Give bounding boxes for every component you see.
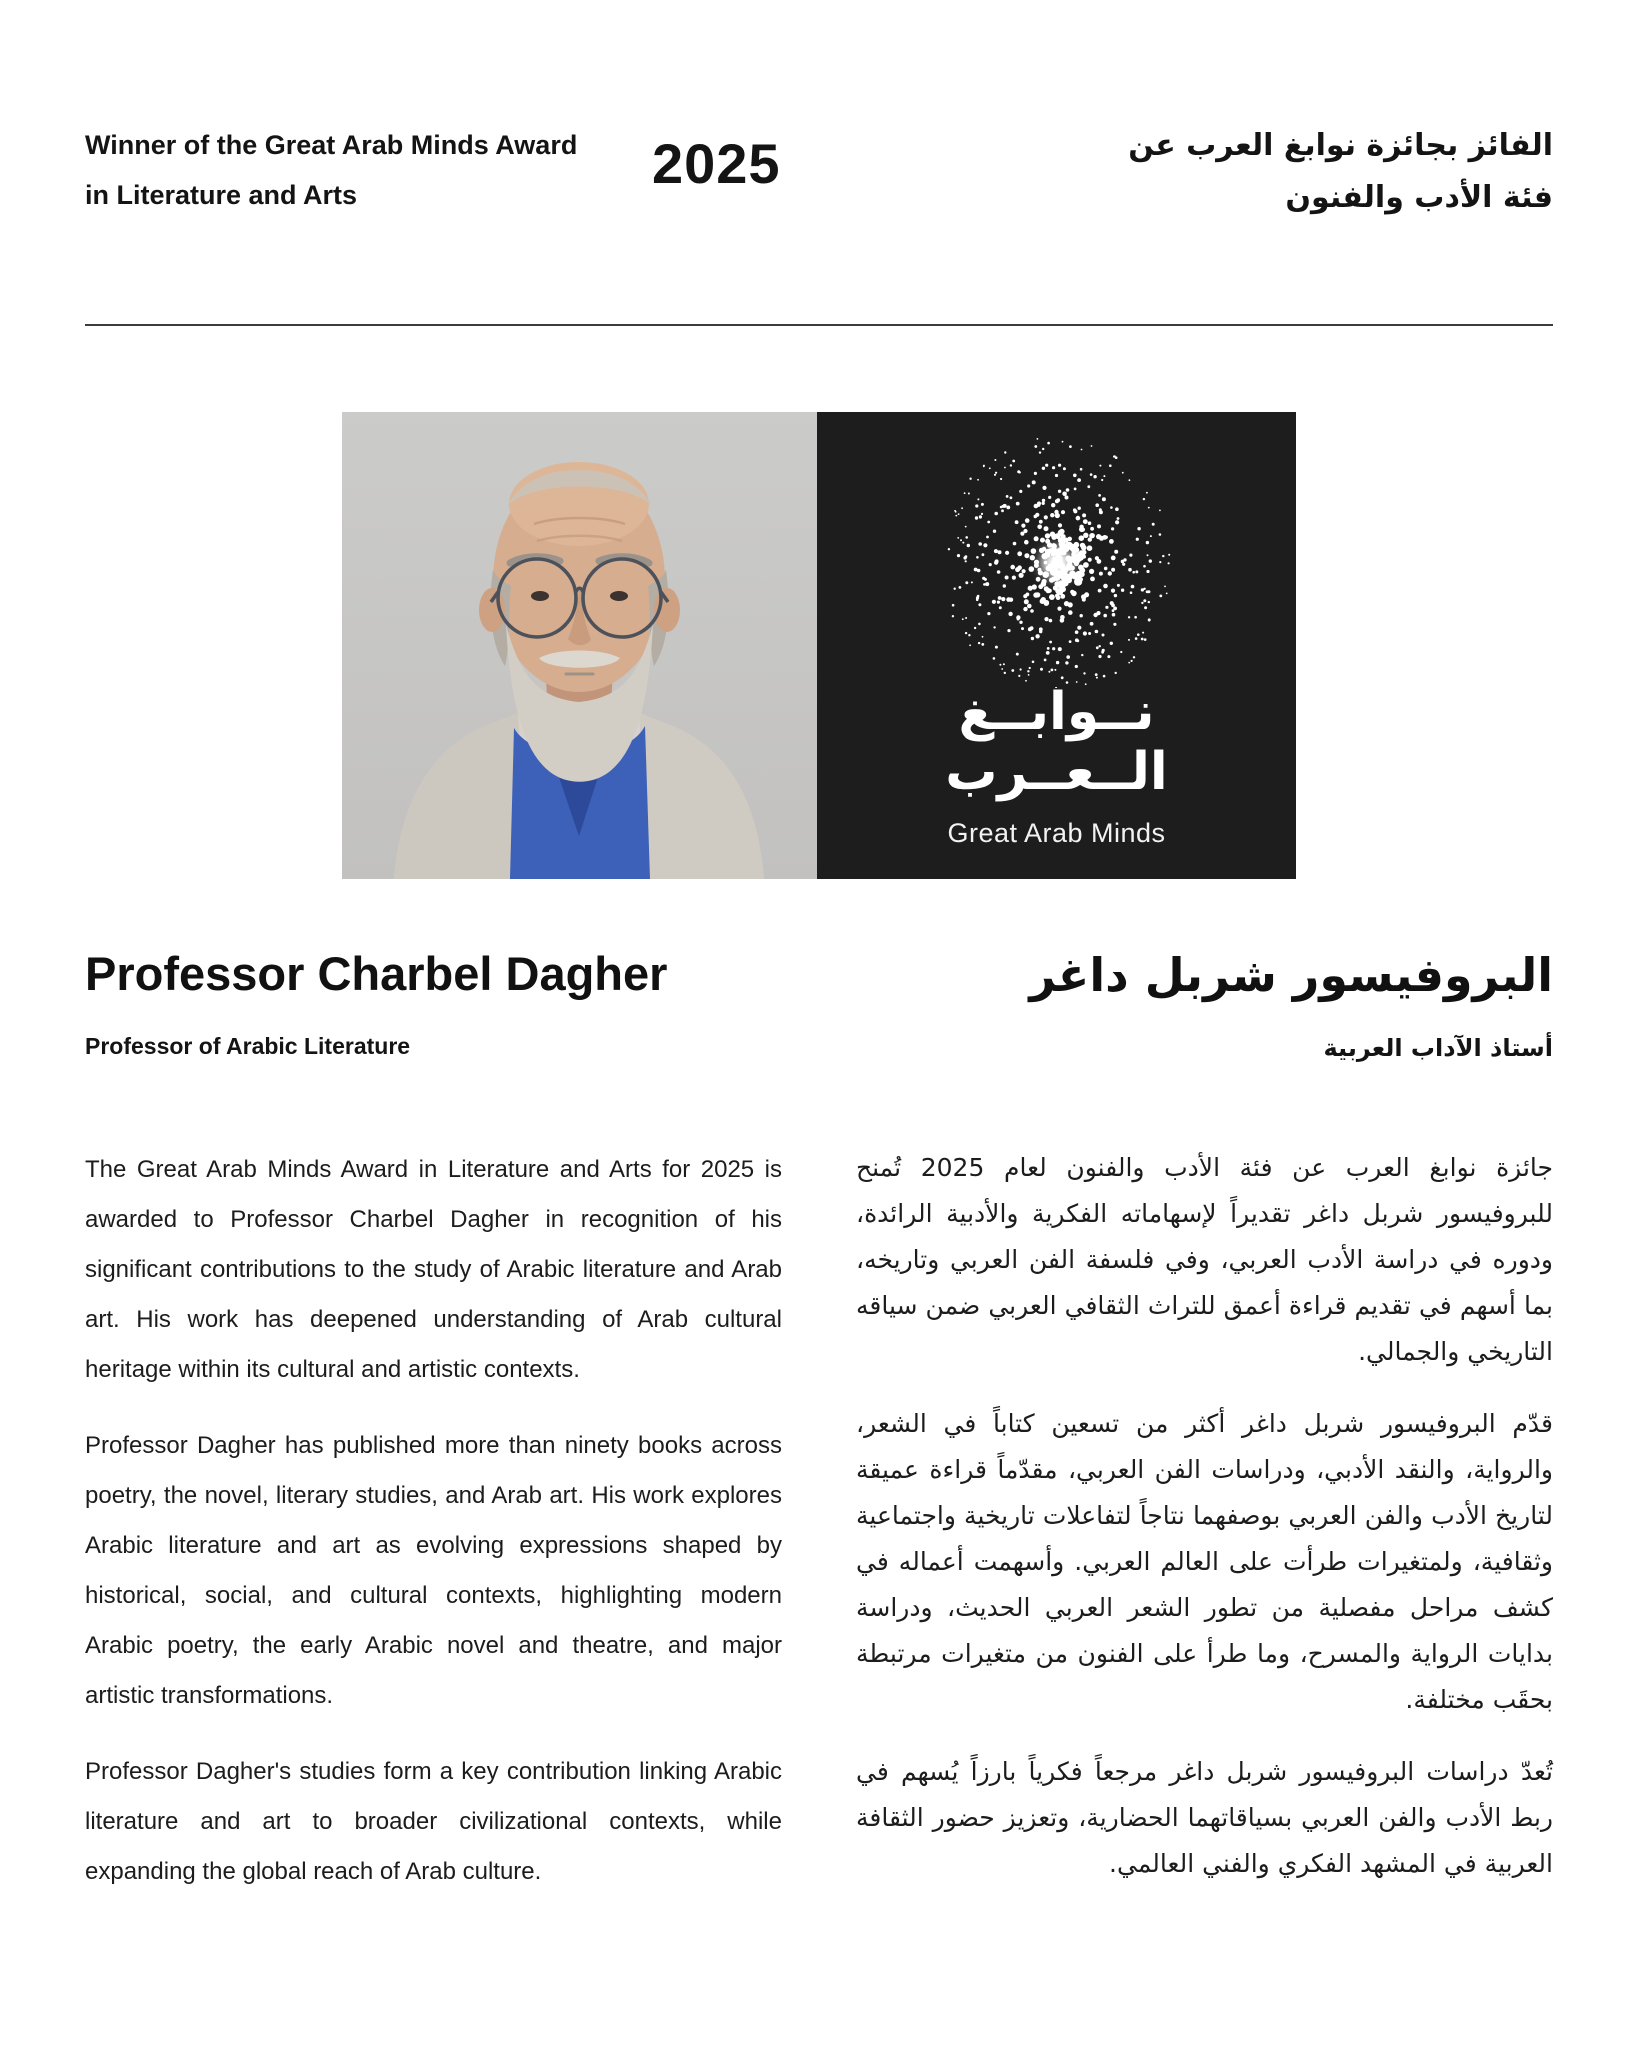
logo-caption: Great Arab Minds xyxy=(947,818,1166,848)
paragraph-en-1: The Great Arab Minds Award in Literature and Arts for 2025 is awarded to Professor Charbel Dagher in recognition of his significant contributions to the study of Arabic literature and Arab art. His work has deepened understanding of Arab cultural heritage within its cultural and artistic contexts. xyxy=(85,1156,782,1383)
header-title-en xyxy=(85,120,630,220)
name-row xyxy=(85,943,1553,1007)
role-row xyxy=(85,1031,1553,1065)
header-divider xyxy=(85,324,1553,326)
header-year: 2025 xyxy=(652,132,781,195)
body-column-ar xyxy=(856,1145,1553,1923)
starburst-icon xyxy=(907,430,1207,688)
laureate-role-en: Professor of Arabic Literature xyxy=(85,1033,411,1059)
great-arab-minds-logo xyxy=(817,412,1296,879)
header-title-en-line1: Winner of the Great Arab Minds Award xyxy=(85,130,578,160)
logo-arabic-calligraphy xyxy=(945,682,1167,802)
logo-arabic-line1: نــوابــغ xyxy=(958,682,1155,742)
paragraph-ar-2: قدّم البروفيسور شربل داغر أكثر من تسعين كتاباً في الشعر، والرواية، والنقد الأدبي، ودراسات الفن العربي، مقدّماً قراءة عميقة لتاريخ الأدب والفن العربي بوصفهما نتاجاً لتفاعلات تاريخية واجتماعية وثقافية، ولمتغيرات طرأت على العالم العربي. وأسهمت أعماله في كشف مراحل مفصلية من تطور الشعر العربي الحديث، ودراسة بدايات الرواية والمسرح، وما طرأ على الفنون من متغيرات مرتبطة بحقَب مختلفة. xyxy=(856,1409,1553,1714)
body-columns xyxy=(85,1145,1553,1923)
header-title-ar-line1: الفائز بجائزة نوابغ العرب عن xyxy=(1128,128,1553,163)
media-row xyxy=(85,412,1553,879)
header-title-ar-line2: فئة الأدب والفنون xyxy=(1285,180,1553,215)
header-title-en-line2: in Literature and Arts xyxy=(85,180,358,210)
logo-arabic-line2: الــعــرب xyxy=(945,742,1168,802)
header-title-ar xyxy=(870,120,1553,224)
header xyxy=(85,0,1553,224)
laureate-name-en: Professor Charbel Dagher xyxy=(85,947,668,1000)
paragraph-ar-3: تُعدّ دراسات البروفيسور شربل داغر مرجعاً فكرياً بارزاً يُسهم في ربط الأدب والفن العربي بسياقاتهما الحضارية، وتعزيز حضور الثقافة العربية في المشهد الفكري والفني العالمي. xyxy=(856,1757,1553,1878)
paragraph-en-2: Professor Dagher has published more than ninety books across poetry, the novel, literary studies, and Arab art. His work explores Arabic literature and art as evolving expressions shaped by historical, social, and cultural contexts, highlighting modern Arabic poetry, the early Arabic novel and theatre, and major artistic transformations. xyxy=(85,1432,782,1709)
body-column-en xyxy=(85,1145,782,1923)
laureate-role-ar: أستاذ الآداب العربية xyxy=(1323,1034,1553,1062)
laureate-name-ar: البروفيسور شربل داغر xyxy=(1029,948,1553,1002)
portrait-photo xyxy=(342,412,817,879)
paragraph-ar-1: جائزة نوابغ العرب عن فئة الأدب والفنون لعام 2025 تُمنح للبروفيسور شربل داغر تقديراً لإسهاماته الفكرية والأدبية الرائدة، ودوره في دراسة الأدب العربي، وفي فلسفة الفن العربي وتاريخه، بما أسهم في تقديم قراءة أعمق للتراث الثقافي العربي ضمن سياقه التاريخي والجمالي. xyxy=(856,1153,1553,1366)
paragraph-en-3: Professor Dagher's studies form a key contribution linking Arabic literature and art to broader civilizational contexts, while expanding the global reach of Arab culture. xyxy=(85,1758,782,1885)
